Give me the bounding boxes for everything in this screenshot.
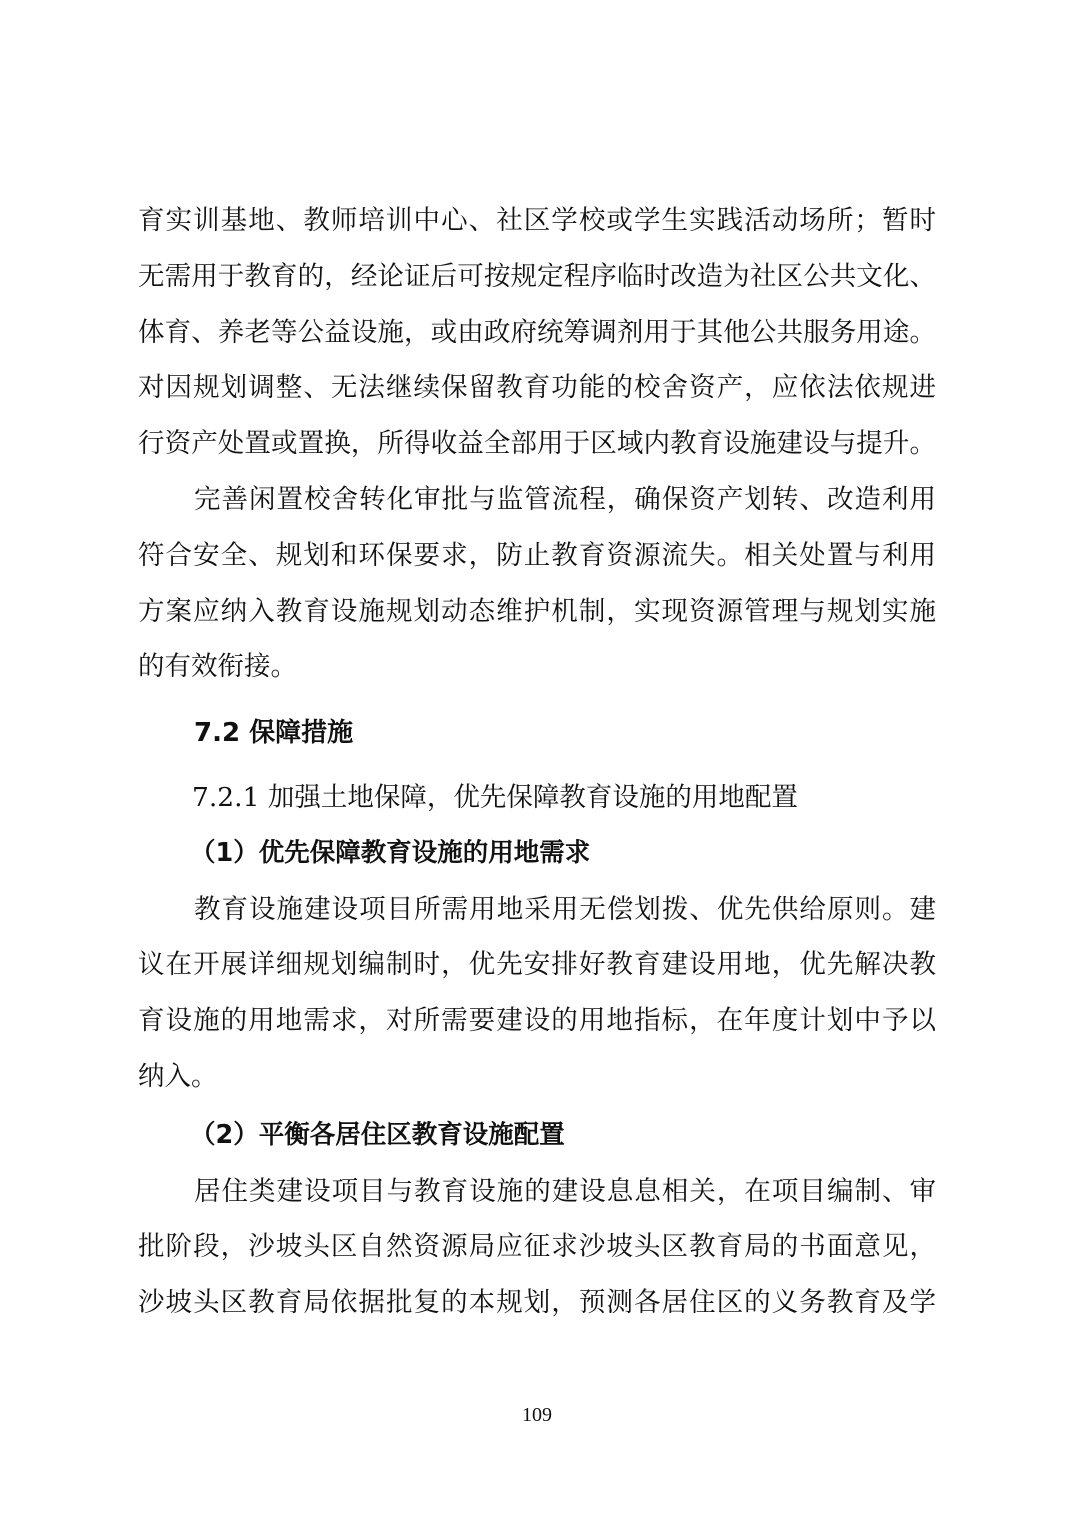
text-line: 的有效衔接。 — [138, 651, 297, 683]
text-line: 居住类建设项目与教育设施的建设息息相关，在项目编制、审 — [194, 1175, 936, 1207]
subsection-heading: 7.2.1 加强土地保障，优先保障教育设施的用地配置 — [192, 781, 798, 813]
text-line: 教育设施建设项目所需用地采用无偿划拨、优先供给原则。建 — [194, 893, 936, 925]
paragraph-4 — [138, 1164, 936, 1331]
paragraph-1 — [138, 193, 936, 472]
text-line: 育设施的用地需求，对所需要建设的用地指标，在年度计划中予以 — [138, 1005, 936, 1037]
text-line: 议在开展详细规划编制时，优先安排好教育建设用地，优先解决教 — [138, 949, 936, 981]
text-line: 纳入。 — [138, 1060, 218, 1092]
text-line: 沙坡头区教育局依据批复的本规划，预测各居住区的义务教育及学 — [138, 1287, 936, 1319]
text-line: 对因规划调整、无法继续保留教育功能的校舍资产，应依法依规进 — [138, 372, 936, 404]
text-line: 育实训基地、教师培训中心、社区学校或学生实践活动场所；暂时 — [138, 205, 936, 236]
section-heading: 7.2 保障措施 — [194, 718, 354, 749]
item-heading-1: （1）优先保障教育设施的用地需求 — [190, 837, 591, 868]
item-heading-2: （2）平衡各居住区教育设施配置 — [190, 1119, 565, 1150]
text-line: 行资产处置或置换，所得收益全部用于区域内教育设施建设与提升。 — [138, 428, 936, 460]
paragraph-2 — [138, 472, 936, 695]
text-line: 批阶段，沙坡头区自然资源局应征求沙坡头区教育局的书面意见， — [138, 1231, 936, 1263]
page-body — [138, 193, 936, 1331]
text-line: 符合安全、规划和环保要求，防止教育资源流失。相关处置与利用 — [138, 539, 936, 571]
text-line: 完善闲置校舍转化审批与监管流程，确保资产划转、改造利用 — [194, 483, 936, 515]
paragraph-3 — [138, 882, 936, 1105]
text-line: 无需用于教育的，经论证后可按规定程序临时改造为社区公共文化、 — [138, 260, 936, 292]
text-line: 方案应纳入教育设施规划动态维护机制，实现资源管理与规划实施 — [138, 595, 936, 627]
text-line: 体育、养老等公益设施，或由政府统筹调剂用于其他公共服务用途。 — [138, 316, 936, 348]
page-number: 109 — [522, 1404, 552, 1426]
